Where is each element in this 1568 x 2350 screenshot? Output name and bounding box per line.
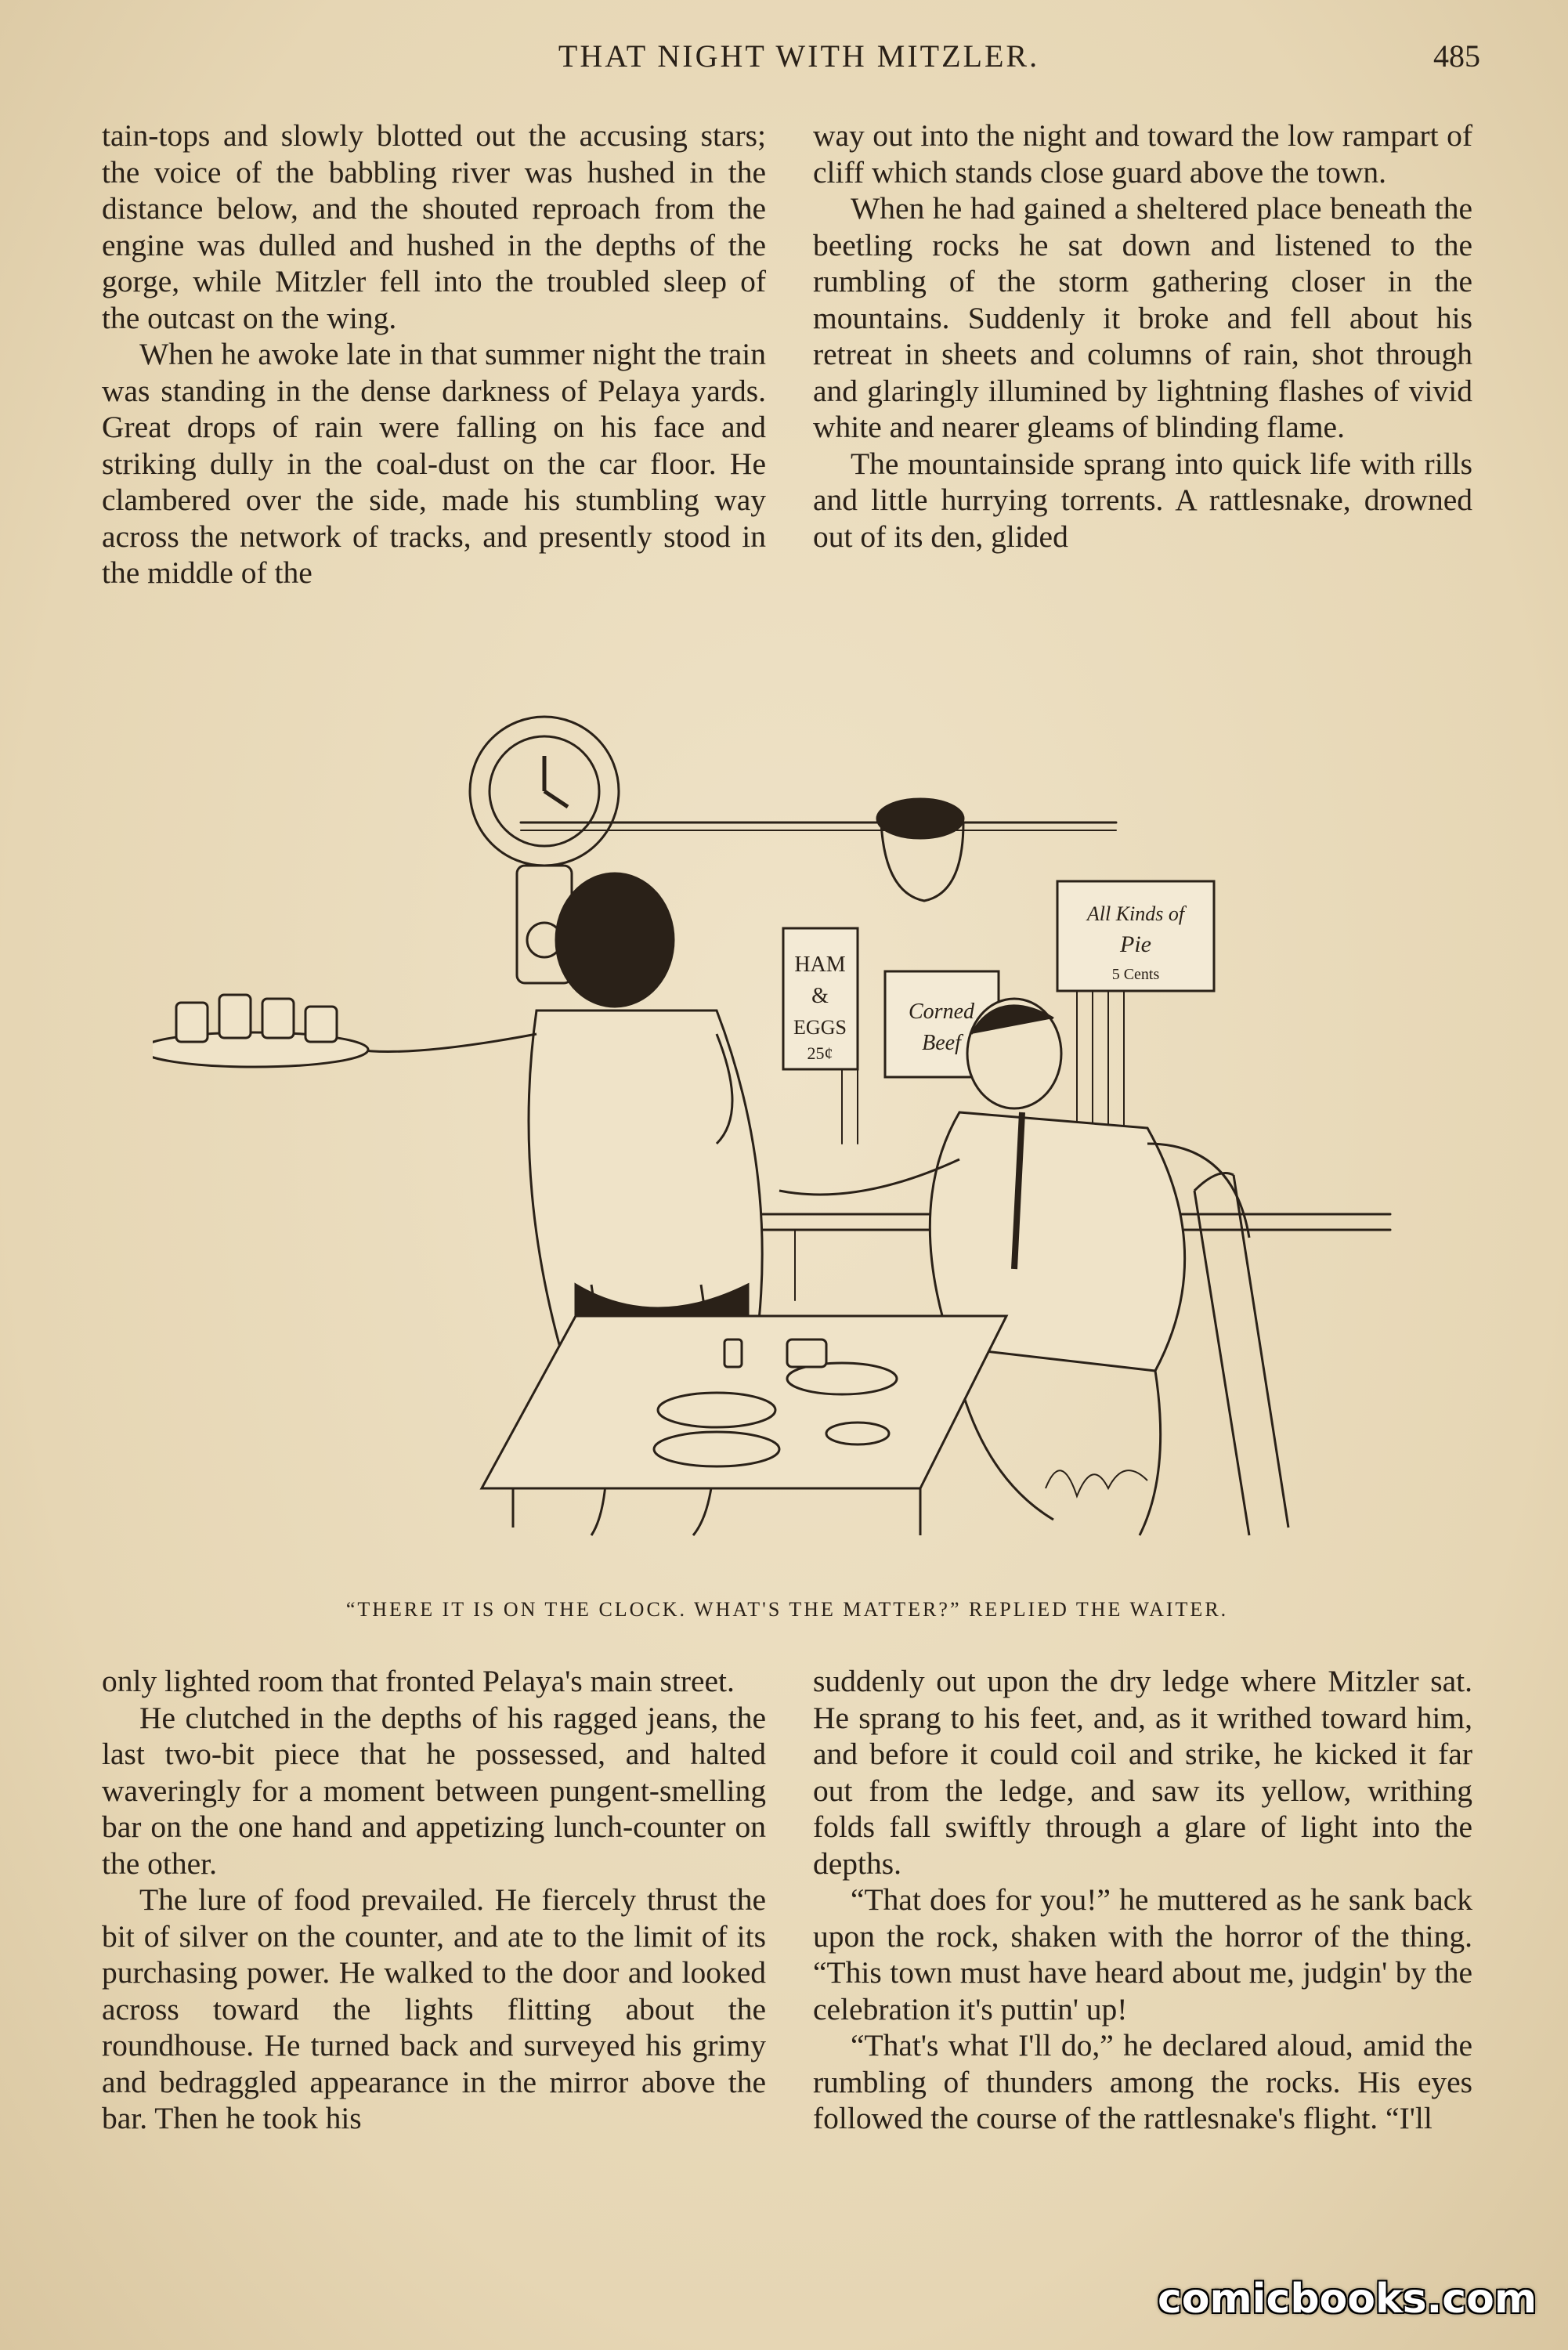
svg-text:Corned: Corned xyxy=(909,1000,974,1024)
svg-text:25¢: 25¢ xyxy=(807,1043,833,1063)
paragraph: He clutched in the depths of his ragged jeans, the last two-bit piece that he possessed, and halted waveringly for a moment between pungent-smelling bar on the one hand and appetizing lunch-counter on the other. xyxy=(102,1700,766,1881)
table xyxy=(482,1316,1006,1535)
paragraph: way out into the night and toward the low rampart of cliff which stands close guard above the town. xyxy=(813,118,1472,190)
watermark-link[interactable]: comicbooks.com xyxy=(1157,2276,1537,2323)
artist-signature xyxy=(1046,1470,1147,1496)
column-bottom-left xyxy=(102,1663,766,2137)
paragraph: “That's what I'll do,” he declared aloud, amid the rumbling of thunders among the rocks. His eyes followed the course of the rattlesnake's flight. “I'll xyxy=(813,2028,1472,2135)
svg-text:HAM: HAM xyxy=(794,953,846,977)
svg-text:5 Cents: 5 Cents xyxy=(1111,966,1160,983)
svg-text:&: & xyxy=(811,984,829,1008)
paragraph: only lighted room that fronted Pelaya's main street. xyxy=(102,1664,735,1698)
sign-pie xyxy=(1057,881,1214,991)
svg-text:All Kinds of: All Kinds of xyxy=(1086,902,1185,925)
column-top-left xyxy=(102,118,766,591)
chair-icon xyxy=(1194,1173,1288,1536)
paragraph: When he awoke late in that summer night the train was standing in the dense darkness of Pelaya yards. Great drops of rain were falling on his face and striking dully in the coal-dust on the car floor. He clambered over the side, made his stumbling way across the network of tracks, and presently stood in the middle of the xyxy=(102,337,766,590)
column-top-right xyxy=(813,118,1472,555)
paragraph: When he had gained a sheltered place beneath the beetling rocks he sat down and listened to the rumbling of the storm gathering closer in the mountains. Suddenly it broke and fell about his retreat in sheets and columns of rain, shot through and glaringly illumined by lightning flashes of vivid white and nearer gleams of blinding flame. xyxy=(813,191,1472,444)
illustration-caption: “THERE IT IS ON THE CLOCK. WHAT'S THE MATTER?” REPLIED THE WAITER. xyxy=(345,1598,1229,1621)
tray-icon xyxy=(153,995,368,1067)
paragraph: suddenly out upon the dry ledge where Mitzler sat. He sprang to his feet, and, as it writhed toward him, and before it could coil and strike, he kicked it far out from the ledge, and saw its yellow, writhing folds fall swiftly through a glare of light into the depths. xyxy=(813,1664,1472,1881)
page-number: 485 xyxy=(1433,38,1480,74)
column-bottom-right xyxy=(813,1663,1472,2137)
diner-illustration xyxy=(153,705,1429,1551)
svg-text:Beef: Beef xyxy=(922,1031,961,1055)
hat-icon xyxy=(877,799,963,901)
svg-text:Pie: Pie xyxy=(1120,931,1151,957)
svg-text:EGGS: EGGS xyxy=(793,1016,847,1039)
sign-ham-eggs xyxy=(783,928,858,1069)
paragraph: “That does for you!” he muttered as he sank back upon the rock, shaken with the horror of the thing. “This town must have heard about me, judgin' by the celebration it's puttin' up! xyxy=(813,1882,1472,2026)
paragraph: tain-tops and slowly blotted out the accusing stars; the voice of the babbling river was hushed in the distance below, and the shouted reproach from the engine was dulled and hushed in the depths of the gorge, while Mitzler fell into the troubled sleep of the outcast on the wing. xyxy=(102,118,766,335)
paragraph: The mountainside sprang into quick life with rills and little hurrying torrents. A rattlesnake, drowned out of its den, glided xyxy=(813,446,1472,554)
running-head: THAT NIGHT WITH MITZLER. xyxy=(558,38,1040,74)
paragraph: The lure of food prevailed. He fiercely thrust the bit of silver on the counter, and ate to the limit of its purchasing power. He walked to the door and looked across toward the lights flitting about the roundhouse. He turned back and surveyed his grimy and bedraggled appearance in the mirror above the bar. Then he took his xyxy=(102,1882,766,2135)
